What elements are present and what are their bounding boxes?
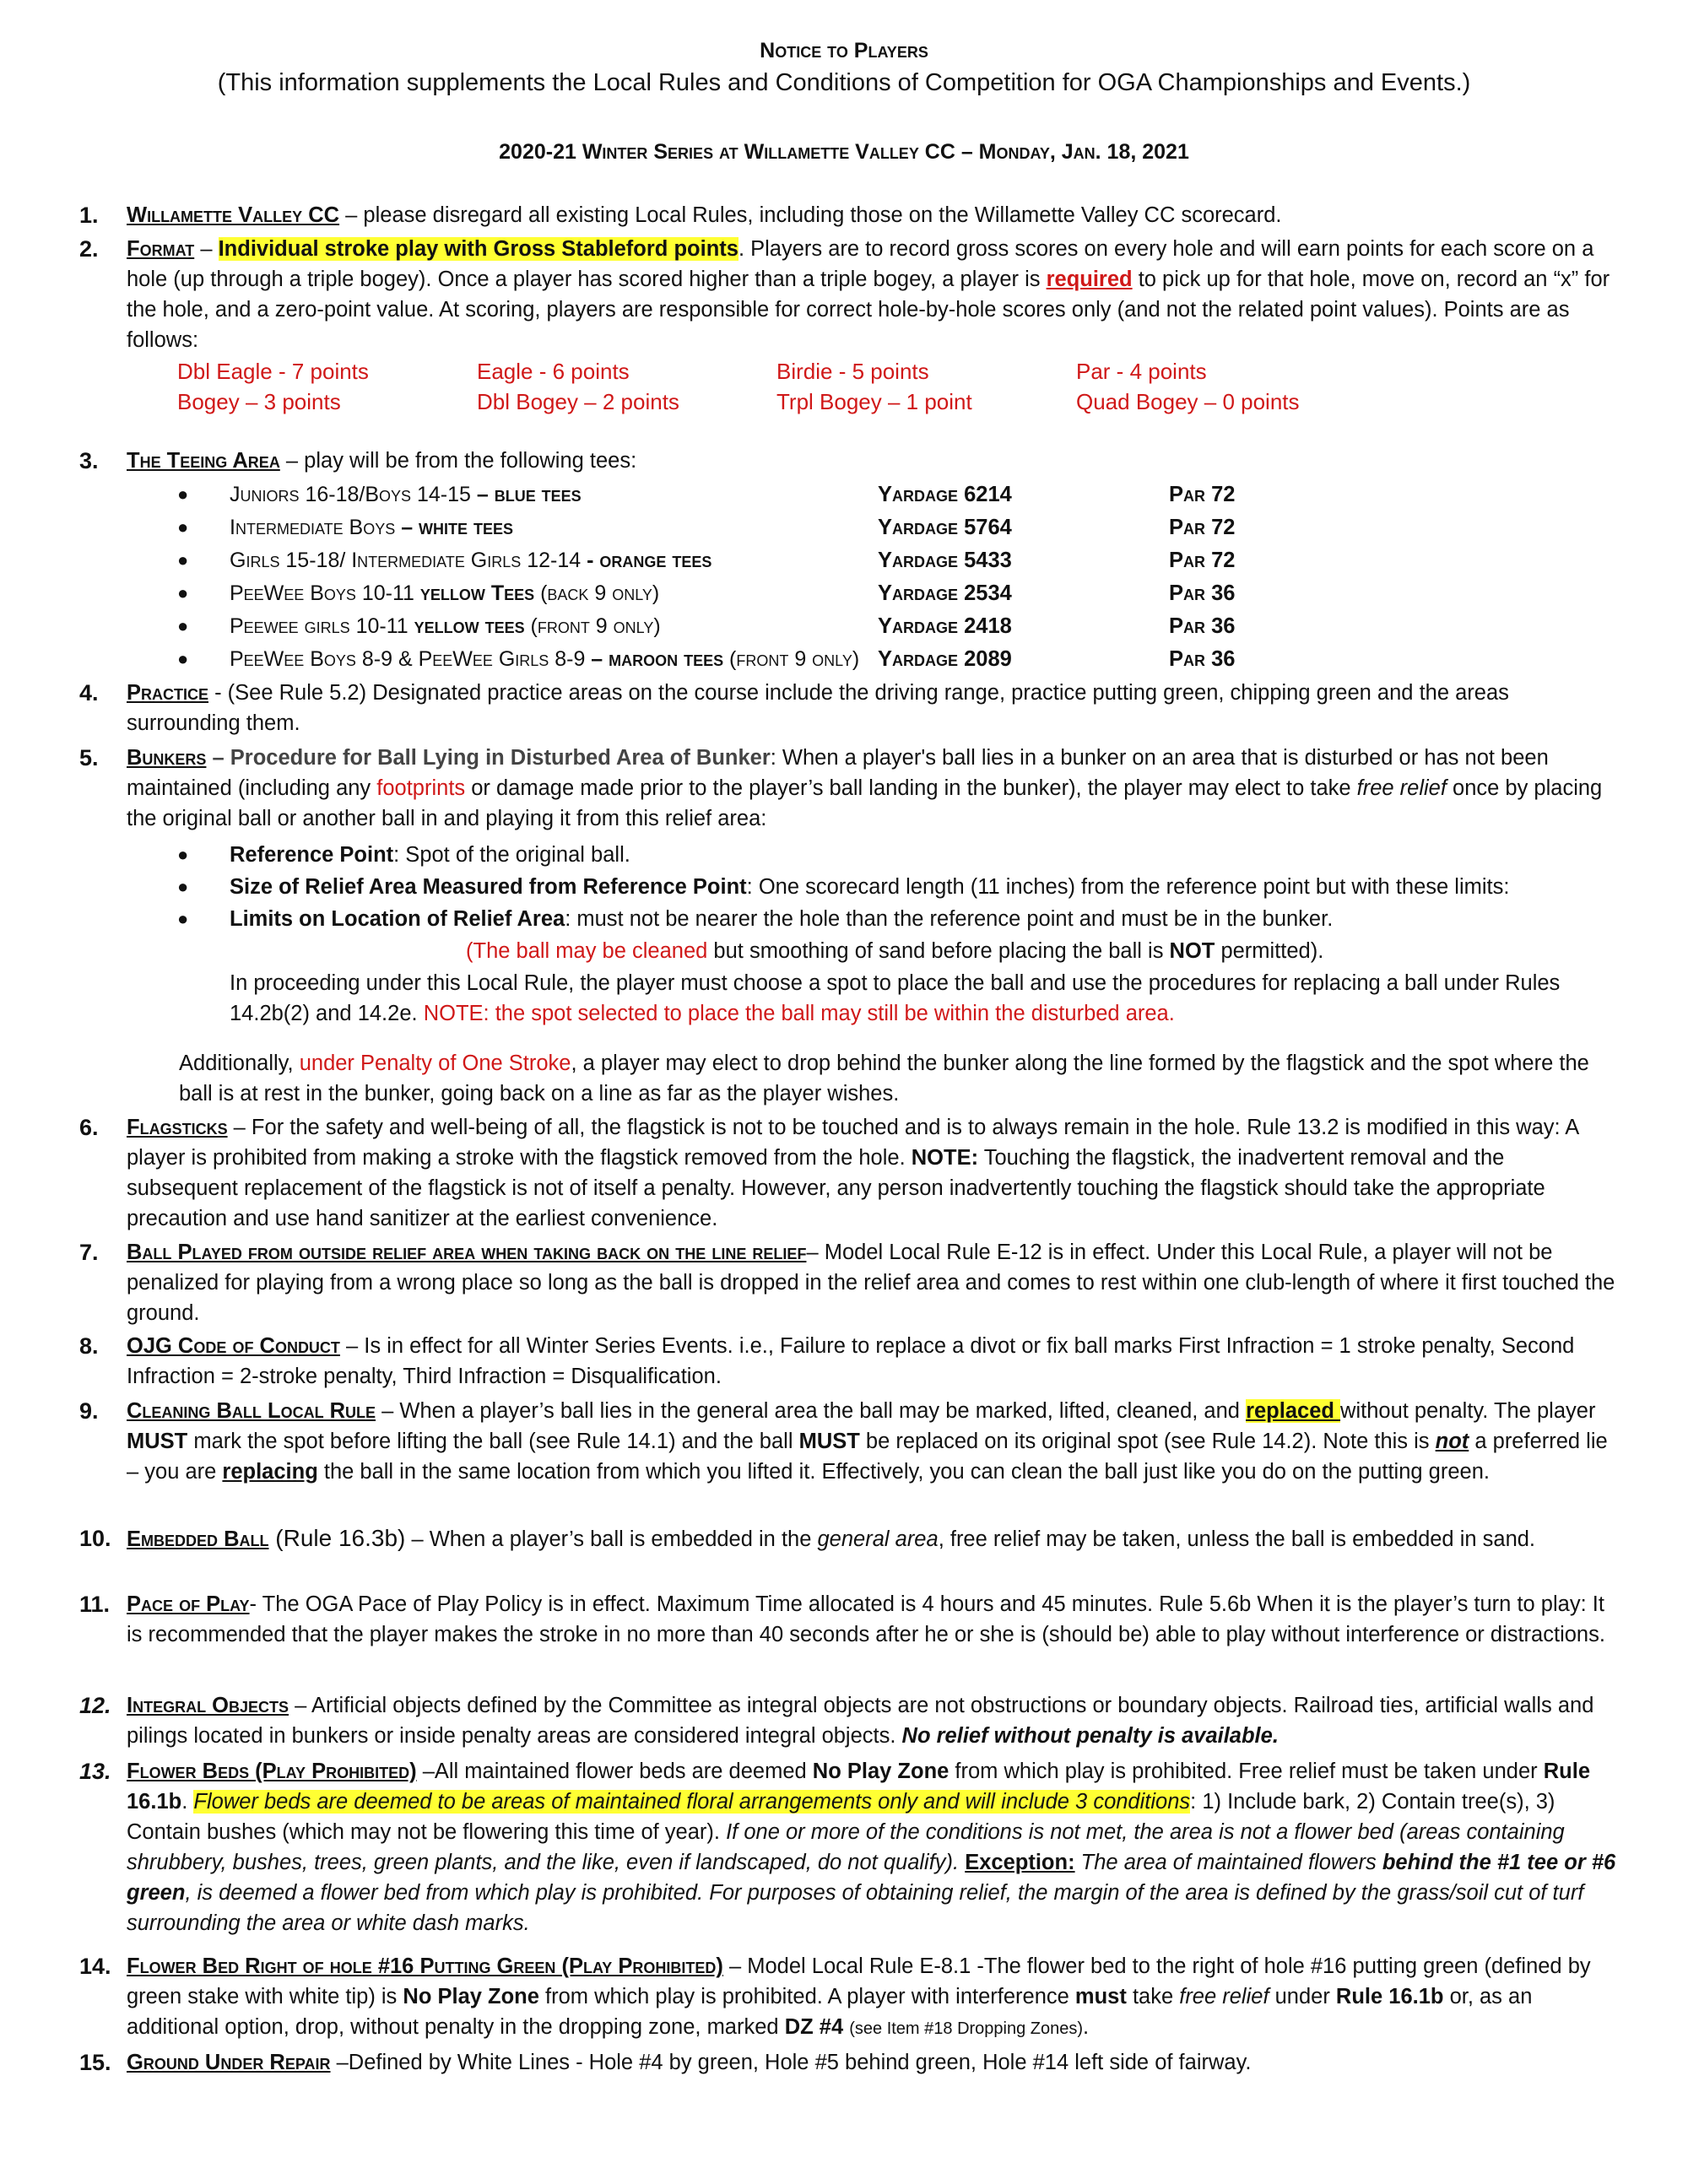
bullet-lead: Size of Relief Area Measured from Reference Point — [230, 875, 747, 899]
paren: ( — [466, 939, 473, 963]
penalty-text: under Penalty of One Stroke — [299, 1051, 571, 1075]
tee-color: – blue tees — [470, 483, 582, 506]
item-body: – Model Local Rule E-12 is in effect. Under this Local Rule, a player will not be penalized for playing from a wrong place so long as the ball is dropped in the relief area and comes to rest within one club-length of where it first touched the ground. — [127, 1241, 1615, 1325]
item-body: or damage made prior to the player’s ball landing in the bunker), the player may elect to take — [465, 776, 1357, 800]
bullet: ● — [177, 549, 189, 570]
rule-item-14 — [79, 1951, 1620, 2044]
tee-yardage: Yardage 5764 — [878, 516, 1012, 539]
item-body: – Is in effect for all Winter Series Events. i.e., Failure to replace a divot or fix ball marks First Infraction = 1 stroke penalty, Second Infraction = 2-stroke penalty, Third Infraction = Disqualification. — [127, 1334, 1575, 1388]
item-text — [127, 1237, 1620, 1328]
bullet: ● — [177, 844, 189, 865]
tee-color: yellow Tees — [419, 581, 535, 605]
item-heading: Embedded Ball — [127, 1527, 269, 1551]
item-number: 13. — [79, 1759, 111, 1784]
item-body: be replaced on its original spot (see Rule 14.2). Note this is — [859, 1430, 1436, 1453]
tee-row — [177, 644, 1612, 676]
additional-text — [179, 1048, 1614, 1109]
notice-subtitle: (This information supplements the Local Rules and Conditions of Competition for OGA Championships and Events.) — [217, 69, 1471, 96]
item-text — [127, 1396, 1620, 1487]
item-body: mark the spot before lifting the ball (see Rule 14.1) and the ball — [187, 1430, 799, 1453]
item-text — [127, 1756, 1620, 1938]
additional-lead: Additionally, — [179, 1051, 300, 1075]
highlight-text: Individual stroke play with Gross Stableford points — [218, 237, 738, 261]
item-body: to pick up for that hole, move on, record an “x” for the hole, and a zero-point value. At scoring, players are responsible for correct hole-by-hole scores only (and not the related point values). Points are as follows: — [127, 268, 1610, 352]
must-text: must — [1074, 1985, 1127, 2008]
replaced-highlight: replaced — [1246, 1399, 1341, 1423]
tee-yardage: Yardage 5433 — [878, 549, 1012, 572]
not-text: NOT — [1169, 939, 1215, 963]
item-body: Designated practice areas on the course include the driving range, practice putting green, chipping green and the areas surrounding them. — [127, 681, 1509, 735]
item-body: : 1) Include bark, 2) Contain tree(s), 3) Contain bushes (which may not be flowering this time of year). — [127, 1790, 1555, 1844]
bullet-body: : One scorecard length (11 inches) from the reference point but with these limits: — [746, 875, 1510, 899]
bullet-lead: Limits on Location of Relief Area — [230, 907, 565, 931]
points-entry: Birdie - 5 points — [776, 359, 929, 384]
additional-body: , a player may elect to drop behind the bunker along the line formed by the flagstick and the spot where the ball is at rest in the bunker, going back on a line as far as the player wishes. — [179, 1051, 1589, 1106]
item-body: once by placing the original ball or another ball in and playing it from this relief area: — [127, 776, 1603, 830]
clean-end: permitted). — [1215, 939, 1324, 963]
tee-yardage: Yardage 2534 — [878, 581, 1012, 605]
item-body: – Model Local Rule E-8.1 -The flower bed to the right of hole #16 putting green (defined by green stake with white tip) is — [127, 1954, 1591, 2008]
rule-item-9 — [79, 1396, 1620, 1487]
tee-par: Par 72 — [1169, 483, 1236, 506]
italic-text: , is deemed a flower bed from which play is prohibited. For purposes of obtaining relief, the margin of the area is defined by the grass/soil cut of turf surrounding the area or white dash marks. — [127, 1881, 1584, 1935]
footprints-text: footprints — [376, 776, 466, 800]
rule-item-1 — [79, 200, 1620, 230]
points-entry: Quad Bogey – 0 points — [1076, 389, 1300, 414]
rule-item-3 — [79, 446, 1620, 476]
notice-title: Notice to Players — [760, 39, 928, 62]
item-body: : When a player's ball lies in a bunker on an area that is disturbed or has not been maintained (including any — [127, 746, 1549, 800]
clean-text: but smoothing of sand before placing the ball is — [707, 939, 1170, 963]
flower-bed-highlight: Flower beds are deemed to be areas of maintained floral arrangements only and will include 3 conditions — [193, 1790, 1191, 1814]
item-body: , free relief may be taken, unless the ball is embedded in sand. — [938, 1527, 1536, 1551]
item-heading: Cleaning Ball Local Rule — [127, 1399, 376, 1423]
tee-par: Par 36 — [1169, 614, 1236, 638]
bullet-lead: Reference Point — [230, 843, 394, 867]
no-relief-text: No relief without penalty is available. — [901, 1724, 1279, 1748]
item-number: 4. — [79, 680, 99, 705]
tee-row — [177, 545, 1612, 577]
rule-item-11 — [79, 1589, 1620, 1650]
item-heading: Flagsticks — [127, 1116, 228, 1139]
item-text — [127, 1331, 1620, 1392]
tee-group: PeeWee Boys 10-11 — [230, 581, 420, 605]
item-dash: – — [194, 237, 219, 261]
rule-item-7 — [79, 1237, 1620, 1328]
rule-reference: Rule 16.1b — [1335, 1985, 1444, 2008]
additional-option — [179, 1048, 1614, 1109]
points-entry: Dbl Bogey – 2 points — [477, 389, 679, 414]
dropping-zone-text: DZ #4 — [784, 2015, 844, 2039]
item-body: – When a player’s ball lies in the general area the ball may be marked, lifted, cleaned, and — [376, 1399, 1247, 1423]
tee-color: – white tees — [395, 516, 513, 539]
item-text — [127, 200, 1620, 230]
tee-group: Girls 15-18/ Intermediate Girls 12-14 — [230, 549, 582, 572]
tee-note: (back 9 only) — [534, 581, 660, 605]
tee-name — [230, 545, 711, 576]
rule-reference: (Rule 16.3b) — [268, 1525, 406, 1551]
points-entry: Bogey – 3 points — [177, 389, 341, 414]
points-entry: Trpl Bogey – 1 point — [776, 389, 972, 414]
item-number: 10. — [79, 1526, 111, 1551]
item-body: without penalty. The player — [1340, 1399, 1596, 1423]
italic-text: The area of maintained flowers — [1074, 1851, 1382, 1874]
item-body: . — [1083, 2015, 1090, 2039]
tee-color: – maroon tees — [585, 647, 724, 671]
must-text: MUST — [127, 1430, 188, 1453]
item-body: the ball in the same location from which you lifted it. Effectively, you can clean the ball just like you do on the putting green. — [317, 1460, 1490, 1484]
tee-group: PeeWee Boys 8-9 & PeeWee Girls 8-9 — [230, 647, 586, 671]
tee-row — [177, 611, 1612, 643]
tee-color: yellow tees — [414, 614, 525, 638]
rule-item-10 — [79, 1523, 1620, 1554]
item-text — [127, 446, 1620, 476]
item-body: – When a player’s ball is embedded in the — [405, 1527, 818, 1551]
bullet: ● — [177, 648, 189, 669]
item-body: take — [1126, 1985, 1180, 2008]
item-text — [127, 1690, 1620, 1751]
bullet: ● — [177, 484, 189, 505]
bullet: ● — [177, 516, 189, 538]
bullet: ● — [177, 582, 189, 603]
points-entry: Dbl Eagle - 7 points — [177, 359, 369, 384]
item-number: 14. — [79, 1954, 111, 1979]
item-heading: Flower Bed Right of hole #16 Putting Green (Play Prohibited) — [127, 1954, 723, 1978]
item-body: from which play is prohibited. Free relief must be taken under — [949, 1760, 1544, 1783]
tee-yardage: Yardage 6214 — [878, 483, 1012, 506]
item-number: 11. — [79, 1592, 111, 1617]
required-text: required — [1046, 268, 1133, 291]
procedure-note — [179, 968, 1614, 1029]
item-body: – Artificial objects defined by the Committee as integral objects are not obstructions or boundary objects. Railroad ties, artificial walls and pilings located in bunkers or inside penalty areas are considered integral objects. — [127, 1694, 1594, 1748]
item-number: 15. — [79, 2050, 111, 2075]
item-number: 12. — [79, 1693, 111, 1718]
rule-item-4 — [79, 678, 1620, 738]
tee-yardage: Yardage 2089 — [878, 647, 1012, 671]
no-play-zone-text: No Play Zone — [403, 1985, 539, 2008]
item-body: –Defined by White Lines - Hole #4 by green, Hole #5 behind green, Hole #14 left side of fairway. — [330, 2051, 1252, 2074]
no-play-zone-text: No Play Zone — [812, 1760, 950, 1783]
replacing-text: replacing — [222, 1460, 318, 1484]
item-body: from which play is prohibited. A player with interference — [538, 1985, 1075, 2008]
item-heading: OJG Code of Conduct — [127, 1334, 340, 1358]
item-number: 5. — [79, 745, 99, 770]
item-text — [127, 1112, 1620, 1234]
tee-name — [230, 479, 582, 510]
item-body: a preferred lie – you are — [127, 1430, 1608, 1484]
item-text — [127, 2047, 1620, 2078]
general-area-text: general area — [817, 1527, 939, 1551]
tee-group: Intermediate Boys — [230, 516, 396, 539]
item-body: –All maintained flower beds are deemed — [416, 1760, 813, 1783]
item-text — [127, 1589, 1620, 1650]
item-body: or, as an additional option, drop, without penalty in the dropping zone, marked — [127, 1985, 1533, 2039]
tee-name — [230, 644, 859, 674]
item-body: - The OGA Pace of Play Policy is in effect. Maximum Time allocated is 4 hours and 45 minutes. Rule 5.6b When it is the player’s turn to play: It is recommended that the player makes the stroke in no more than 40 seconds after he or she is (should be) able to play without interference or distractions. — [127, 1592, 1605, 1646]
clean-note — [466, 936, 1323, 966]
tee-group: Peewee girls 10-11 — [230, 614, 414, 638]
item-number: 1. — [79, 203, 99, 228]
item-number: 3. — [79, 448, 99, 473]
item-body: under — [1269, 1985, 1336, 2008]
tee-row — [177, 578, 1612, 610]
tee-yardage: Yardage 2418 — [878, 614, 1012, 638]
rule-item-12 — [79, 1690, 1620, 1751]
rule-item-5 — [79, 743, 1620, 834]
rule-item-8 — [79, 1331, 1620, 1392]
tee-group: Juniors 16-18/Boys 14-15 — [230, 483, 471, 506]
free-relief-text: free relief — [1179, 1985, 1269, 2008]
item-heading: Format — [127, 237, 195, 261]
tee-row — [177, 479, 1612, 511]
item-body: – For the safety and well-being of all, the flagstick is not to be touched and is to always remain in the hole. Rule 13.2 is modified in this way: A player is prohibited from making a stroke with the flagstick removed from the hole. — [127, 1116, 1578, 1170]
item-heading: Practice — [127, 681, 209, 705]
tee-note: (front 9 only) — [524, 614, 661, 638]
not-text: not — [1435, 1430, 1469, 1453]
location-text: behind the #1 tee or #6 green — [127, 1851, 1616, 1905]
item-body: Touching the flagstick, the inadvertent removal and the subsequent replacement of the flagstick is not of itself a penalty. However, any person inadvertently touching the flagstick should take the appropriate precaution and use hand sanitizer at the earliest convenience. — [127, 1146, 1545, 1230]
rule-reference: - (See Rule 5.2) — [208, 681, 367, 705]
italic-text: If one or more of the conditions is not met, the area is not a flower bed (areas containing shrubbery, bushes, trees, green plants, and the like, even if landscaped, do not qualify). — [127, 1820, 1565, 1874]
item-heading: Integral Objects — [127, 1694, 289, 1717]
tee-par: Par 36 — [1169, 647, 1236, 671]
exception-label: Exception: — [965, 1851, 1075, 1874]
tee-par: Par 72 — [1169, 516, 1236, 539]
item-number: 6. — [79, 1115, 99, 1140]
clean-red-text: The ball may be cleaned — [473, 939, 708, 963]
item-number: 8. — [79, 1333, 99, 1359]
rule-reference: Rule 16.1b — [127, 1760, 1591, 1814]
item-heading: Willamette Valley CC — [127, 203, 340, 227]
item-body: – please disregard all existing Local Rules, including those on the Willamette Valley CC scorecard. — [339, 203, 1282, 227]
item-heading: The Teeing Area — [127, 449, 280, 473]
points-entry: Eagle - 6 points — [477, 359, 630, 384]
item-number: 9. — [79, 1398, 99, 1424]
item-heading: Ground Under Repair — [127, 2051, 331, 2074]
item-text — [127, 1523, 1620, 1554]
item-text — [127, 743, 1620, 834]
event-title: 2020-21 Winter Series at Willamette Valley CC – Monday, Jan. 18, 2021 — [499, 140, 1189, 164]
item-subheading: – Procedure for Ball Lying in Disturbed Area of Bunker — [206, 746, 771, 770]
bullet-body: : Spot of the original ball. — [393, 843, 630, 867]
free-relief-text: free relief — [1356, 776, 1447, 800]
bullet-text — [230, 872, 1509, 902]
tee-color: - orange tees — [581, 549, 712, 572]
tee-name — [230, 512, 513, 543]
procedure-note-red: NOTE: the spot selected to place the ball may still be within the disturbed area. — [423, 1002, 1175, 1025]
tee-row — [177, 512, 1612, 544]
rule-item-2 — [79, 234, 1620, 355]
bullet-body: : must not be nearer the hole than the reference point and must be in the bunker. — [565, 907, 1334, 931]
bullet: ● — [177, 615, 189, 636]
item-heading: Ball Played from outside relief area when taking back on the line relief — [127, 1241, 807, 1264]
item-heading: Bunkers — [127, 746, 207, 770]
item-heading: Flower Beds (Play Prohibited) — [127, 1760, 417, 1783]
bullet-text — [230, 840, 630, 870]
item-body: . — [181, 1790, 194, 1814]
bullet-text — [230, 904, 1333, 934]
item-text — [127, 234, 1620, 355]
points-entry: Par - 4 points — [1076, 359, 1207, 384]
item-heading: Pace of Play — [127, 1592, 250, 1616]
tee-par: Par 36 — [1169, 581, 1236, 605]
procedure-body: In proceeding under this Local Rule, the player must choose a spot to place the ball and use the procedures for replacing a ball under Rules 14.2b(2) and 14.2e. — [230, 971, 1561, 1025]
item-text — [127, 678, 1620, 738]
note-label: NOTE: — [911, 1146, 979, 1170]
tee-note: (front 9 only) — [723, 647, 860, 671]
bullet: ● — [177, 876, 189, 897]
tee-name — [230, 578, 659, 608]
tee-par: Par 72 — [1169, 549, 1236, 572]
rule-item-15 — [79, 2047, 1620, 2078]
rule-item-13 — [79, 1756, 1620, 1938]
item-text — [127, 1951, 1620, 2044]
item-body: . Players are to record gross scores on every hole and will earn points for each score on a hole (up through a triple bogey). Once a player has scored higher than a triple bogey, a player is — [127, 237, 1594, 291]
bullet: ● — [177, 908, 189, 929]
rule-item-6 — [79, 1112, 1620, 1234]
see-item-note: (see Item #18 Dropping Zones) — [849, 2019, 1084, 2038]
procedure-text — [230, 968, 1614, 1029]
item-number: 7. — [79, 1240, 99, 1265]
must-text: MUST — [798, 1430, 860, 1453]
item-number: 2. — [79, 236, 99, 262]
tee-name — [230, 611, 661, 641]
item-body: – play will be from the following tees: — [279, 449, 637, 473]
